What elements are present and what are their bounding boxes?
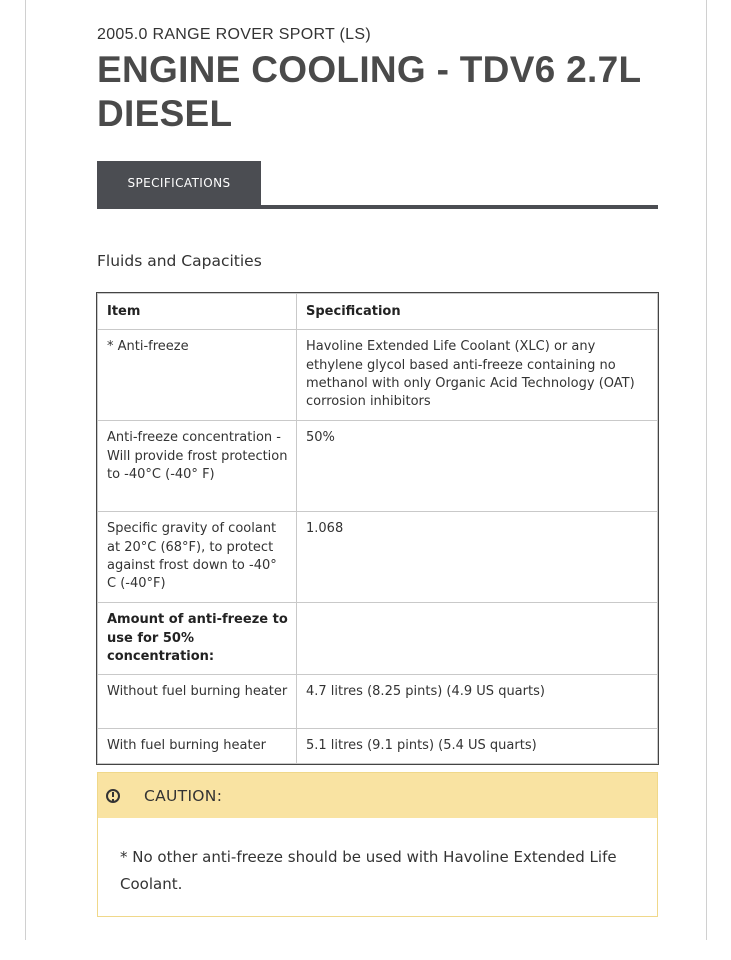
fluids-capacities-table bbox=[97, 293, 658, 764]
table-row bbox=[98, 421, 658, 512]
table-cell-item: Amount of anti-freeze to use for 50% concentration: bbox=[98, 603, 297, 675]
caution-label: CAUTION: bbox=[144, 786, 223, 805]
table-cell-item: Anti-freeze concentration - Will provide frost protection to -40°C (-40° F) bbox=[98, 421, 297, 512]
table-row bbox=[98, 603, 658, 675]
section-title: Fluids and Capacities bbox=[97, 252, 262, 270]
table-cell-item: With fuel burning heater bbox=[98, 729, 297, 764]
table-cell-spec: 4.7 litres (8.25 pints) (4.9 US quarts) bbox=[297, 675, 658, 729]
table-cell-spec bbox=[297, 603, 658, 675]
table-row bbox=[98, 729, 658, 764]
vehicle-subtitle: 2005.0 RANGE ROVER SPORT (LS) bbox=[97, 26, 371, 43]
caution-text: * No other anti-freeze should be used with Havoline Extended Life Coolant. bbox=[120, 848, 617, 893]
table-cell-item: * Anti-freeze bbox=[98, 330, 297, 421]
page-right-border bbox=[706, 0, 707, 940]
table-cell-spec: 50% bbox=[297, 421, 658, 512]
table-header-row bbox=[98, 294, 658, 330]
column-header-specification: Specification bbox=[297, 294, 658, 330]
exclamation-circle-icon bbox=[106, 789, 120, 803]
table-cell-item: Specific gravity of coolant at 20°C (68°F), to protect against frost down to -40° C (-40°F) bbox=[98, 512, 297, 603]
page-left-border bbox=[25, 0, 26, 940]
column-header-item: Item bbox=[98, 294, 297, 330]
table-row bbox=[98, 675, 658, 729]
table-cell-spec: 1.068 bbox=[297, 512, 658, 603]
table-cell-spec: 5.1 litres (9.1 pints) (5.4 US quarts) bbox=[297, 729, 658, 764]
tab-specifications[interactable]: SPECIFICATIONS bbox=[97, 161, 261, 205]
table-cell-spec: Havoline Extended Life Coolant (XLC) or any ethylene glycol based anti-freeze containing no methanol with only Organic Acid Technology (OAT) corrosion inhibitors bbox=[297, 330, 658, 421]
tab-bar bbox=[97, 161, 658, 209]
tab-underline bbox=[97, 205, 658, 209]
table-row bbox=[98, 330, 658, 421]
caution-header bbox=[98, 773, 657, 818]
table-cell-item: Without fuel burning heater bbox=[98, 675, 297, 729]
table-row bbox=[98, 512, 658, 603]
caution-box bbox=[97, 772, 658, 917]
page-title: ENGINE COOLING - TDV6 2.7L DIESEL bbox=[97, 49, 641, 134]
